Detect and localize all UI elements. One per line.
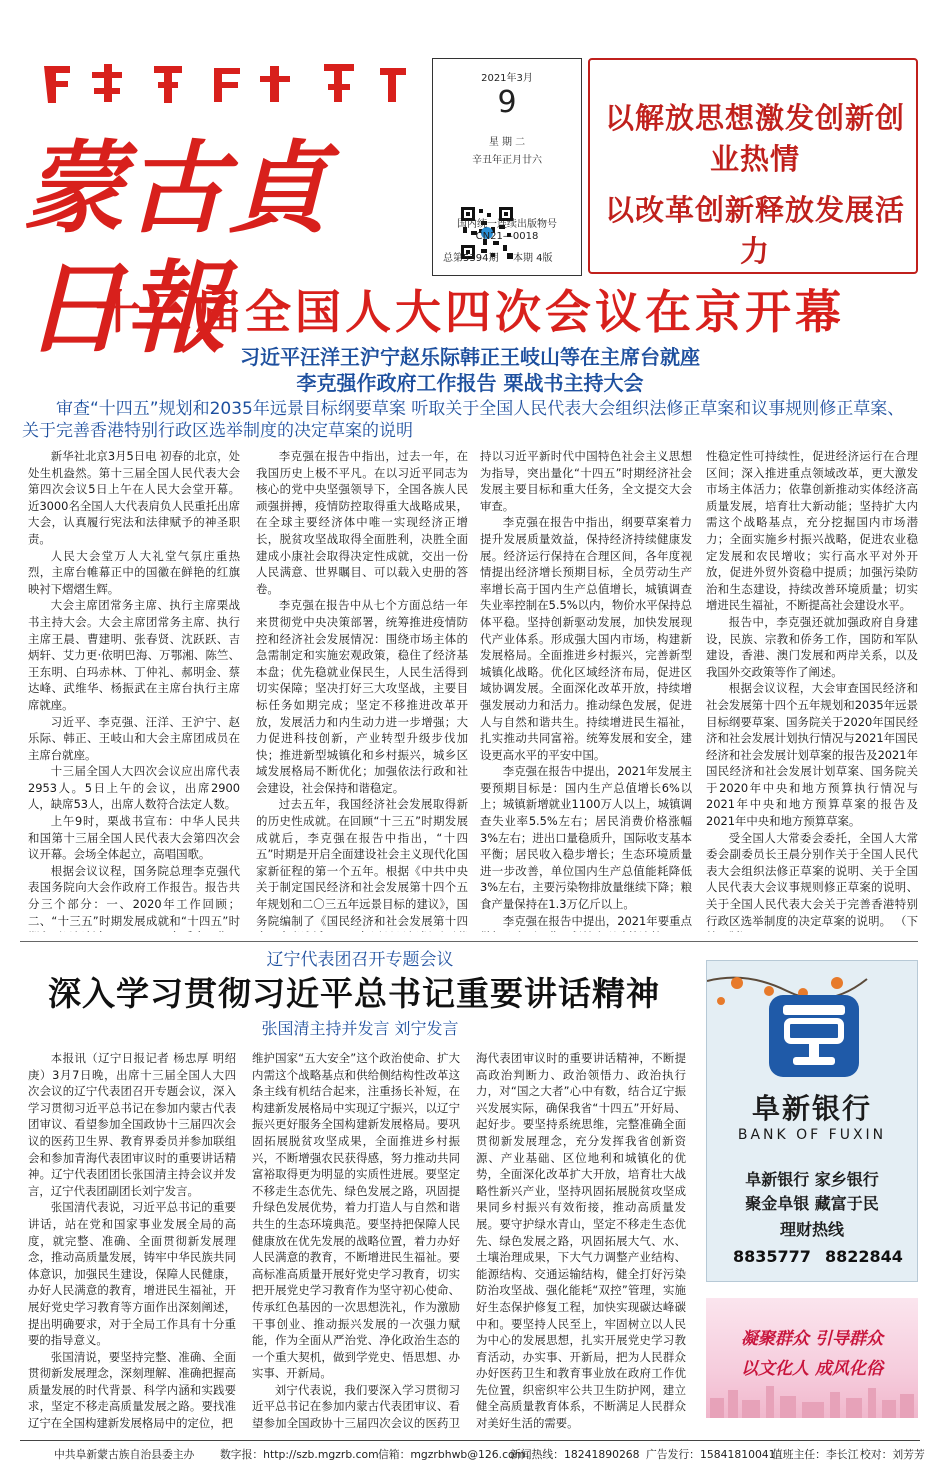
- paragraph: 新华社北京3月5日电 初春的北京，处处生机盎然。第十三届全国人民代表大会第四次会议5日上午在人民大会堂开幕。近3000名全国人大代表肩负人民重托出席大会，认真履行宪法和法律赋予的神圣职责。: [28, 449, 240, 546]
- lead-subhead-2: 李克强作政府工作报告 栗战书主持大会: [296, 371, 644, 395]
- paragraph: 受全国人大常委会委托，全国人大常委会副委员长王晨分别作关于全国人民代表大会组织法修正草案的说明、关于全国人民代表大会议事规则修正草案的说明、关于全国人民代表大会关于完善香港特别行政区选举制度的决定草案的说明。 （下: [706, 830, 918, 928]
- culture-promo: [706, 1298, 918, 1418]
- slogan-box: [588, 58, 918, 274]
- bank-tagline-2: 聚金阜银 藏富于民: [745, 1194, 879, 1213]
- paragraph: 李克强在报告中提出，2021年发展主要预期目标是：国内生产总值增长6%以上；城镇新增就业1100万人以上，城镇调查失业率5.5%左右；居民消费价格涨幅3%左右；进出口量稳质升，国际收支基本平衡；居民收入稳步增长；生态环境质量进一步改善，单位国内生产总值能耗降低3%左右，主要污染物排放量继续下降；粮食产量保持在1.3万亿斤以上。: [480, 764, 692, 912]
- bank-hotline-label: 理财热线: [779, 1220, 844, 1239]
- lead-headline[interactable]: 十三届全国人大四次会议在京开幕: [95, 285, 845, 339]
- paragraph: 人民大会堂万人大礼堂气氛庄重热烈，主席台帷幕正中的国徽在鲜艳的红旗映衬下熠熠生辉。: [28, 548, 240, 596]
- paragraph: 李克强在报告中指出，纲要草案着力提升发展质量效益，保持经济持续健康发展。经济运行保持在合理区间，各年度视情提出经济增长预期目标，全员劳动生产率增长高于国内生产总值增长，城镇调查失业率控制在5.5%以内，物价水平保持总体平稳。坚持创新驱动发展，加快发展现代产业体系。形成强大国内市场，构建新发展格局。全面推进乡村振兴，完善新型城镇化战略。优化区域经济布局，促进区域协调发展。全面深化改革开放，持续增强发展动力和活力。推动绿色发展，促进人与自然和谐共生。持续增进民生福祉，扎实推动共同富裕。统筹发展和安全，建设更高水平的平安中国。: [480, 515, 692, 762]
- paragraph: 根据会议议程，国务院总理李克强代表国务院向大会作政府工作报告。报告共分三个部分：一、2020年工作回顾；二、“十三五”时期发展成就和“十四五”时: [28, 863, 240, 928]
- lead-summary: 审查“十四五”规划和2035年远景目标纲要草案 听取关于全国人民代表大会组织法修正草案和议事规则修正草案、关于完善香港特别行政区选举制度的决定草案的说明: [22, 399, 905, 441]
- bank-tagline-1: 阜新银行 家乡银行: [745, 1170, 879, 1189]
- bank-phone-1[interactable]: 8835777: [733, 1247, 811, 1266]
- paragraph: 根据会议议程，大会审查国民经济和社会发展第十四个五年规划和2035年远景目标纲要草案、国务院关于2020年国民经济和社会发展计划执行情况与2021年国民经济和社会发展计划草案的报告及2021年国民经济和社会发展计划草案、国务院关于2020年中央和地方预算执行情况与2021年中央和地方预算草案的报告及2021年中央和地方预算草案。: [706, 681, 918, 829]
- license-label: 国内统一连续出版物号: [457, 219, 557, 230]
- paragraph: 张国清代表说，习近平总书记的重要讲话，站在党和国家事业发展全局的高度，就完整、准确、全面贯彻新发展理念，推动高质量发展，铸牢中华民族共同体意识，加强民生建设，保障人民健康，办好人民满意的教育，增进民生福祉，开展好党史学习教育等方面作出深刻阐述，提出明确要求，对于全局工作具有十分重要的指导意义。: [28, 1200, 236, 1348]
- second-kicker: 辽宁代表团召开专题会议: [266, 950, 454, 970]
- day-number: 9: [497, 85, 517, 120]
- lead-column-4: [706, 448, 918, 932]
- paragraph: 维护国家“五大安全”这个政治使命、扩大内需这个战略基点和供给侧结构性改革这条主线有机结合起来，注重扬长补短，在构建新发展格局中实现辽宁振兴，以辽宁振兴更好服务全国构建新发展格局。要巩固拓展脱贫攻坚成果，全面推进乡村振兴，不断增强农民获得感，努力推动共同富裕取得更为明显的实质性进展。要坚定不移走生态优先、绿色发展之路，巩固提升绿色发展优势，着力打造人与自然和谐共生的生态环境典范。要坚持把保障人民健康放在优先发展的战略位置，着力办好人民满意的教育，不断增进民生福祉。要高标准高质量开展好党史学习教育，切实把开展党史学习教育作为坚守初心使命、传承红色基因的一次思想洗礼，作为激励干事创业、推动振兴发展的一次强力赋能，作为全面从严治党、净化政治生态的一个重大契机，做到学党史、悟思想、办实事、开新局。: [252, 1051, 460, 1381]
- footer-email[interactable]: 信箱：mgzrbhwb@126.com: [378, 1448, 526, 1461]
- footer-publisher: 中共阜新蒙古族自治县委主办: [54, 1448, 195, 1461]
- weekday: 星 期 二: [488, 137, 526, 148]
- paragraph: 十三届全国人大四次会议应出席代表2953人。5日上午的会议，出席2900人，缺席53人，出席人数符合法定人数。: [28, 764, 240, 812]
- second-column-1: [28, 1050, 236, 1432]
- paragraph: 本报讯（辽宁日报记者 杨忠厚 明绍庚）3月7日晚，出席十三届全国人大四次会议的辽宁代表团召开专题会议，深入学习贯彻习近平总书记在参加内蒙古代表团审议、看望参加全国政协十三届四次会议的医药卫生界、教育界委员并参加联组会和参加青海代表团审议时的重要讲话精神。辽宁代表团团长张国清主持会议并发言，辽宁代表团副团长刘宁发言。: [28, 1051, 236, 1198]
- footer-proofreader: 校对：刘芳芳: [860, 1448, 925, 1461]
- paragraph: 性稳定性可持续性，促进经济运行在合理区间；深入推进重点领域改革，更大激发市场主体活力；依靠创新推动实体经济高质量发展，培育壮大新动能；坚持扩大内需这个战略基点，充分挖掘国内市场潜力；全面实施乡村振兴战略，促进农业稳定发展和农民增收；实行高水平对外开放，促进外贸外资稳中提质；加强污染防治和生态建设，持续改善环境质量；切实增进民生福祉，不断提高社会建设水平。: [706, 449, 918, 613]
- bank-name-english: BANK OF FUXIN: [737, 1127, 887, 1143]
- second-column-3: [476, 1050, 686, 1432]
- paragraph: 张国清说，要坚持完整、准确、全面贯彻新发展理念，深刻理解、准确把握高质量发展的时代背景、科学内涵和实践要求，坚定不移走高质量发展之路。要找准辽宁在全国构建新发展格局中的定位，把: [28, 1349, 236, 1431]
- paragraph: 过去五年，我国经济社会发展取得新的历史性成就。在回顾“十三五”时期发展成就后，李克强在报告中指出，“十四五”时期是开启全面建设社会主义现代化国家新征程的第一个五年。根据《中共中央关于制定国民经济和社会发展第十四个五年规划和二〇三五年远景目标的建议》，国务院编制了《国民经济和社会发展第十四: [256, 797, 468, 928]
- promo-line-2: 以文化人 成风化俗: [741, 1359, 883, 1379]
- issue-number: 总第5394期: [443, 253, 499, 264]
- paragraph: 习近平、李克强、汪洋、王沪宁、赵乐际、韩正、王岐山和大会主席团成员在主席台就座。: [28, 714, 240, 762]
- page-footer: [20, 1440, 925, 1465]
- paragraph: 刘宁代表说，我们要深入学习贯彻习近平总书记在参加内蒙古代表团审议、看望参加全国政协十三届四次会议的医药卫: [252, 1382, 460, 1431]
- paragraph: 李克强在报告中提出，2021年要重点: [502, 913, 692, 928]
- bank-advertisement[interactable]: [706, 960, 918, 1282]
- footer-editor: 值班主任：李长江: [772, 1448, 859, 1461]
- paragraph: 持以习近平新时代中国特色社会主义思想为指导，突出量化“十四五”时期经济社会发展主要目标和重大任务，全文提交大会审查。: [480, 449, 692, 513]
- issn: CN21—0018: [475, 231, 539, 242]
- slogan-1: 以解放思想激发创新创业热情: [604, 101, 905, 176]
- section-divider: [20, 941, 918, 942]
- page-count: 本期 4版: [513, 253, 553, 264]
- year-month: 2021年3月: [481, 73, 533, 84]
- paragraph: 李克强在报告中指出，过去一年，在我国历史上极不平凡。在以习近平同志为核心的党中央坚强领导下，全国各族人民顽强拼搏，疫情防控取得重大战略成果，在全球主要经济体中唯一实现经济正增长，脱贫攻坚战取得全面胜利，决胜全面建成小康社会取得决定性成就，交出一份人民满意、世界瞩目、可以载入史册的答卷。: [256, 449, 468, 596]
- lead-column-2: [256, 448, 468, 932]
- paragraph: 上午9时，栗战书宣布：中华人民共和国第十三届全国人民代表大会第四次会议开幕。会场全体起立，高唱国歌。: [28, 814, 240, 862]
- second-headline[interactable]: 深入学习贯彻习近平总书记重要讲话精神: [48, 974, 660, 1013]
- footer-digital-link[interactable]: 数字报：http://szb.mgzrb.com: [220, 1448, 379, 1461]
- paragraph: 大会主席团常务主席、执行主席栗战书主持大会。大会主席团常务主席、执行主席王晨、曹建明、张春贤、沈跃跃、吉炳轩、艾力更·依明巴海、万鄂湘、陈竺、王东明、白玛赤林、丁仲礼、郝明金、蔡达峰、武维华、杨振武在主席台执行主席席就座。: [28, 598, 240, 712]
- date-box: [432, 58, 582, 276]
- city-skyline-icon: [706, 1382, 918, 1418]
- footer-hotline: 新闻热线：18241890268: [510, 1448, 640, 1461]
- paragraph: 报告中，李克强还就加强政府自身建设，民族、宗教和侨务工作，国防和军队建设，香港、澳门发展和两岸关系，以及我国外交政策等作了阐述。: [706, 614, 918, 679]
- footer-ads: 广告发行：15841810041: [646, 1448, 776, 1461]
- paragraph: 海代表团审议时的重要讲话精神，不断提高政治判断力、政治领悟力、政治执行力，对“国之大者”心中有数，结合辽宁振兴发展实际，确保我省“十四五”开好局、起好步。要坚持系统思维，完整准确全面贯彻新发展理念，充分发挥我省创新资源、产业基础、区位地利和城镇化的优势，全面深化改革扩大开放，培育壮大战略性新兴产业，坚持巩固拓展脱贫攻坚成果同乡村振兴有效衔接，推动高质量发展。要守护绿水青山，坚定不移走生态优先、绿色发展之路，巩固拓展大气、水、土壤治理成果，下大气力调整产业结构、能源结构、交通运输结构，健全打好污染防治攻坚战、强化能耗“双控”管理，实施好生态保护修复工程，加快实现碳达峰碳中和。要坚持人民至上，牢固树立以人民为中心的发展思想，扎实开展党史学习教育活动，办实事、开新局，把为人民群众办好医药卫生和教育事业放在政府工作优先位置，织密织牢公共卫生防护网，建立健全高质量教育体系，不断满足人民群众对美好生活的需要。: [476, 1051, 686, 1431]
- lunar-date: 辛丑年正月廿六: [472, 155, 542, 166]
- second-subhead: 张国清主持并发言 刘宁发言: [261, 1019, 459, 1038]
- slogan-2: 以改革创新释放发展活力: [604, 193, 905, 268]
- promo-line-1: 凝聚群众 引导群众: [741, 1329, 883, 1349]
- lead-subhead-1: 习近平汪洋王沪宁赵乐际韩正王岐山等在主席台就座: [240, 345, 700, 369]
- bank-name: 阜新银行: [751, 1092, 872, 1125]
- mongolian-script-title: [34, 58, 414, 110]
- bank-logo-icon: [765, 991, 863, 1081]
- lead-column-1: [28, 448, 240, 932]
- newspaper-logo: 蒙古貞日報: [24, 129, 330, 367]
- lead-column-3: [480, 448, 692, 932]
- second-column-2: [252, 1050, 460, 1432]
- paragraph: 李克强在报告中从七个方面总结一年来贯彻党中央决策部署，统筹推进疫情防控和经济社会发展情况：围绕市场主体的急需制定和实施宏观政策，稳住了经济基本盘；优先稳就业保民生，人民生活得到切实保障；坚决打好三大攻坚战，主要目标任务如期完成；坚定不移推进改革开放，发展活力和内生动力进一步增强；大力促进科技创新，产业转型升级步伐加快；推进新型城镇化和乡村振兴，城乡区域发展格局不断优化；加强依法行政和社会建设，社会保持和谐稳定。: [256, 598, 468, 795]
- bank-phone-2[interactable]: 8822844: [825, 1247, 903, 1266]
